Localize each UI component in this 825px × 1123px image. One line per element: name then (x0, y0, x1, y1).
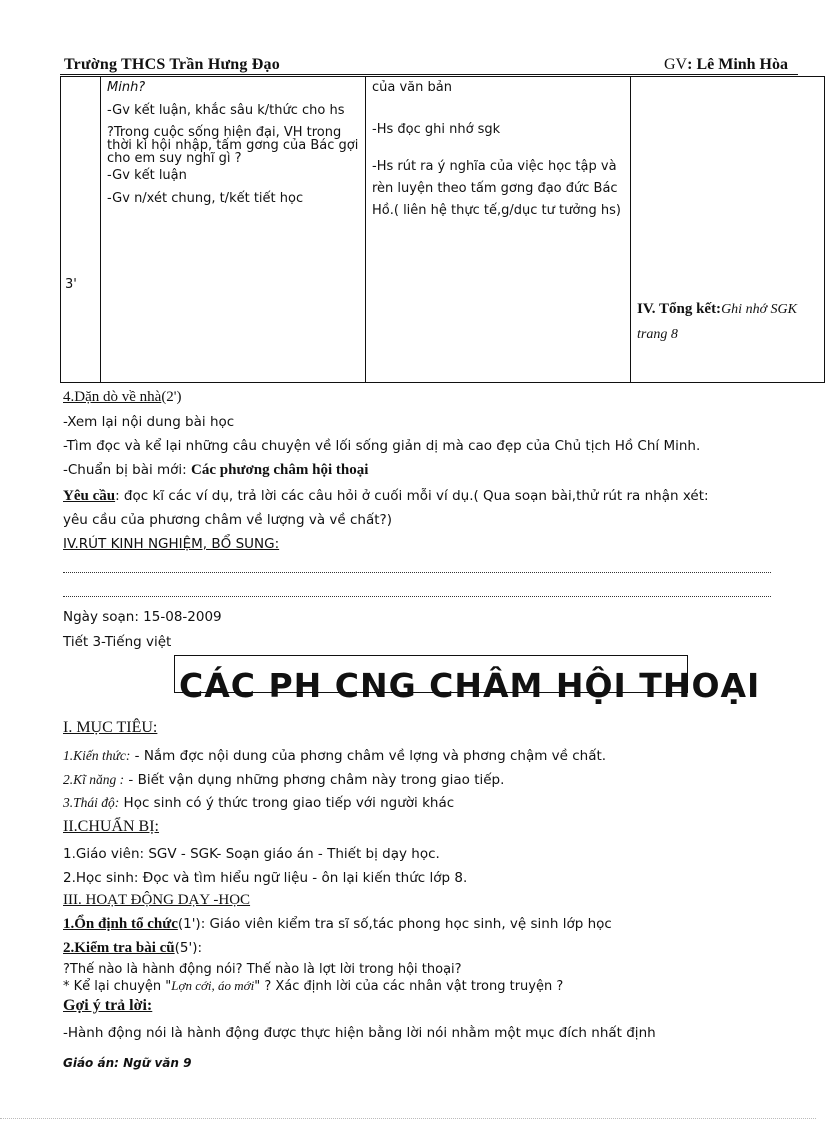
student-line: -Hs đọc ghi nhớ sgk (372, 122, 501, 137)
student-activity-column (366, 77, 631, 383)
question-line (63, 978, 563, 994)
prep-date: Ngày soạn: 15-08-2009 (63, 609, 222, 625)
prep-line: 1.Giáo viên: SGV - SGK- Soạn giáo án - Thiết bị dạy học. (63, 846, 440, 862)
question-pre: * Kể lại chuyện " (63, 979, 172, 994)
activity-label: 1.Ổn định tổ chức (63, 916, 178, 932)
goal-label: 3.Thái độ: (63, 795, 120, 810)
student-line: của văn bản (372, 80, 452, 95)
homework-time: (2') (161, 389, 182, 405)
teacher-prefix: GV (664, 56, 688, 73)
content-column (631, 77, 825, 383)
homework-line: -Chuẩn bị bài mới: (63, 462, 192, 478)
summary-block (637, 297, 817, 347)
header-rule (60, 74, 798, 75)
requirement-line (63, 488, 709, 505)
teacher-label (664, 56, 788, 74)
school-name: Trường THCS Trần Hưng Đạo (64, 56, 280, 73)
next-lesson-title: Các phương châm hội thoại (191, 462, 369, 478)
summary-text: Ghi nhớ SGK trang 8 (637, 302, 797, 342)
question-line: ?Thế nào là hành động nói? Thế nào là lợt lời trong hội thoại? (63, 962, 462, 977)
question-post: " ? Xác định lời của các nhân vật trong truyện ? (254, 979, 564, 994)
teacher-line: -Gv n/xét chung, t/kết tiết học (107, 191, 304, 206)
goal-text: Học sinh có ý thức trong giao tiếp với người khác (119, 795, 455, 811)
footer-label: Giáo án: Ngữ văn 9 (63, 1056, 192, 1070)
prep-line: 2.Học sinh: Đọc và tìm hiểu ngữ liệu - ôn lại kiến thức lớp 8. (63, 870, 468, 886)
teacher-line: -Gv kết luận, khắc sâu k/thức cho hs (107, 103, 345, 118)
prep-heading: II.CHUẨN BỊ: (63, 818, 159, 835)
goals-heading: I. MỤC TIÊU: (63, 719, 158, 736)
homework-heading: 4.Dặn dò về nhà (63, 389, 162, 405)
experience-heading: IV.RÚT KINH NGHIỆM, BỔ SUNG: (63, 536, 280, 552)
teacher-line: Minh? (107, 80, 146, 95)
dotted-line (63, 596, 771, 597)
lesson-period: Tiết 3-Tiếng việt (63, 634, 172, 650)
story-title: Lợn cới, áo mới (171, 978, 255, 993)
lesson-title: CÁC PH CNG CHÂM HỘI THOẠI (179, 666, 761, 705)
teacher-activity-column (101, 77, 366, 383)
homework-line: -Xem lại nội dung bài học (63, 414, 235, 430)
teacher-line: -Gv kết luận (107, 168, 187, 183)
teacher-line: ?Trong cuộc sống hiện đại, VH trong thời kì hội nhập, tấm gơng của Bác gợi cho em suy nghĩ gì ? (107, 125, 359, 166)
page-bottom-rule (0, 1118, 816, 1119)
lesson-title-box (174, 655, 761, 705)
summary-label: IV. Tổng kết: (637, 301, 722, 317)
goal-label: 1.Kiến thức: (63, 748, 131, 763)
goal-text: - Biết vận dụng những phơng châm này trong giao tiếp. (124, 772, 505, 788)
homework-line: -Tìm đọc và kể lại những câu chuyện về lối sống giản dị mà cao đẹp của Chủ tịch Hồ Chí Minh. (63, 438, 701, 454)
activity-text: (5'): (174, 940, 203, 956)
teacher-name: : Lê Minh Hòa (687, 56, 788, 73)
requirement-line-2: yêu cầu của phương châm về lượng và về chất?) (63, 512, 392, 528)
goal-text: - Nắm đợc nội dung của phơng châm về lợng và phơng chậm về chất. (130, 748, 607, 764)
goal-line (63, 795, 454, 811)
student-line: -Hs rút ra ý nghĩa của việc học tập và rèn luyện theo tấm gơng đạo đức Bác Hồ.( liên hệ thực tế,g/dục tư tưởng hs) (372, 159, 621, 218)
goal-label: 2.Kĩ năng : (63, 772, 125, 787)
hint-line: -Hành động nói là hành động được thực hiện bằng lời nói nhằm một mục đích nhất định (63, 1025, 656, 1041)
requirement-text: : đọc kĩ các ví dụ, trả lời các câu hỏi ở cuối mỗi ví dụ.( Qua soạn bài,thử rút ra nhận xét: (115, 488, 709, 504)
goal-line (63, 772, 504, 788)
requirement-label: Yêu cầu (63, 488, 116, 504)
activities-heading: III. HOẠT ĐỘNG DẠY -HỌC (63, 892, 251, 908)
activity-label: 2.Kiểm tra bài cũ (63, 940, 175, 956)
activity-text: (1'): Giáo viên kiểm tra sĩ số,tác phong học sinh, vệ sinh lớp học (177, 916, 612, 932)
hint-heading: Gợi ý trả lời: (63, 997, 153, 1014)
time-value: 3' (65, 277, 77, 292)
dotted-line (63, 572, 771, 573)
activity-line (63, 916, 612, 933)
lesson-table (60, 76, 825, 383)
homework-next-line (63, 462, 368, 479)
activity-line (63, 940, 202, 957)
time-column (61, 77, 101, 383)
homework-heading-line (63, 389, 182, 406)
goal-line (63, 748, 606, 764)
